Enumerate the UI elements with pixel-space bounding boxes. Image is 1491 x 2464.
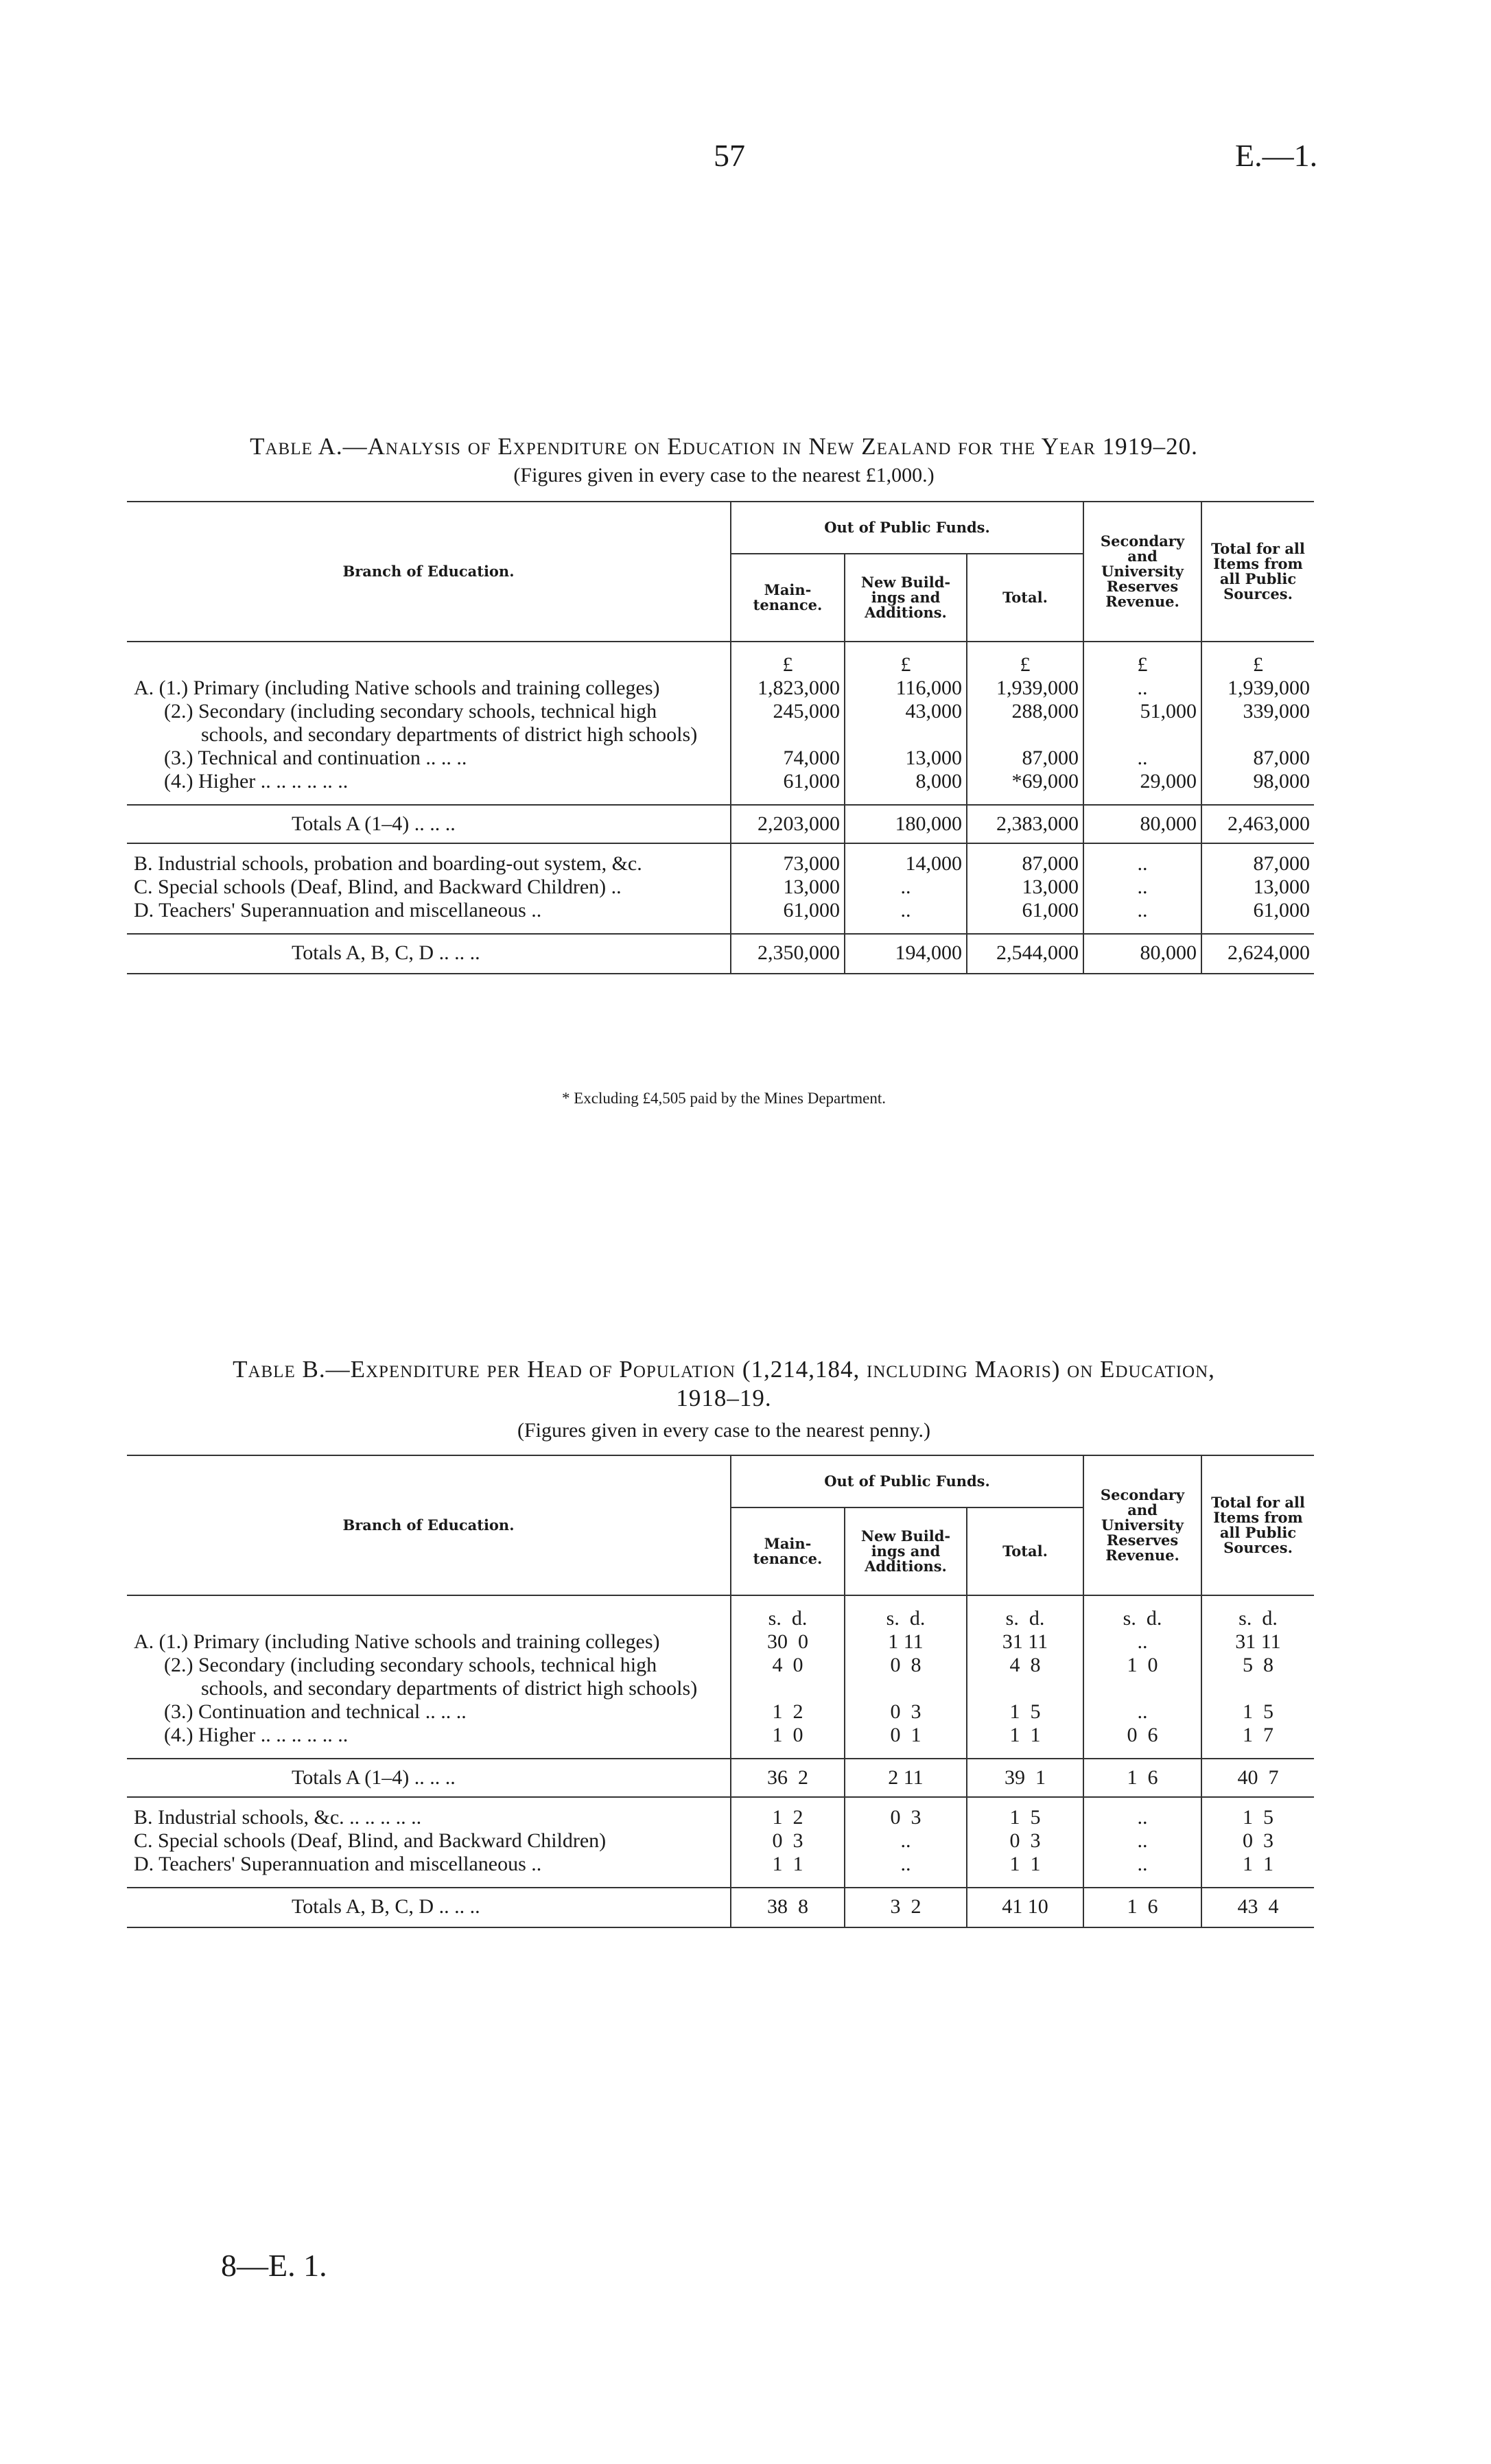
table-row: C. Special schools (Deaf, Blind, and Backward Children) .. 13,000 .. 13,000 .. 13,000 bbox=[127, 876, 1314, 899]
table-row: A. (1.) Primary (including Native schools and training colleges) 30 0 1 11 31 11 .. 31 11 bbox=[127, 1630, 1314, 1654]
table-row: B. Industrial schools, probation and boarding-out system, &c. 73,000 14,000 87,000 .. 87,000 bbox=[127, 843, 1314, 876]
table-row: (3.) Continuation and technical .. .. .. 1 2 0 3 1 5 .. 1 5 bbox=[127, 1700, 1314, 1724]
table-a bbox=[127, 501, 1314, 974]
document-reference: E.—1. bbox=[1235, 138, 1318, 173]
header-total: Total. bbox=[967, 1507, 1083, 1595]
header-branch: Branch of Education. bbox=[127, 1455, 731, 1595]
table-row: (3.) Technical and continuation .. .. .. 74,000 13,000 87,000 .. 87,000 bbox=[127, 747, 1314, 770]
table-row: D. Teachers' Superannuation and miscellaneous .. 61,000 .. 61,000 .. 61,000 bbox=[127, 899, 1314, 922]
header-secondary-reserves: Secondary and University Reserves Revenue. bbox=[1083, 502, 1201, 642]
header-branch: Branch of Education. bbox=[127, 502, 731, 642]
table-row: (4.) Higher .. .. .. .. .. .. 61,000 8,000 *69,000 29,000 98,000 bbox=[127, 770, 1314, 793]
grand-totals-row: Totals A, B, C, D .. .. .. 2,350,000 194,000 2,544,000 80,000 2,624,000 bbox=[127, 934, 1314, 974]
table-row: (4.) Higher .. .. .. .. .. .. 1 0 0 1 1 1 0 6 1 7 bbox=[127, 1724, 1314, 1747]
table-b bbox=[127, 1455, 1314, 1928]
header-total-all: Total for all Items from all Public Sources. bbox=[1201, 1455, 1314, 1595]
header-buildings: New Build-ings and Additions. bbox=[845, 1507, 967, 1595]
table-b-subtitle: (Figures given in every case to the nearest penny.) bbox=[517, 1419, 930, 1442]
table-b-title: Table B.—Expenditure per Head of Population (1,214,184, including Maoris) on Education, bbox=[233, 1356, 1215, 1383]
header-total: Total. bbox=[967, 554, 1083, 642]
table-row: A. (1.) Primary (including Native schools and training colleges) 1,823,000 116,000 1,939,000 .. 1,939,000 bbox=[127, 677, 1314, 700]
header-secondary-reserves: Secondary and University Reserves Revenue. bbox=[1083, 1455, 1201, 1595]
header-public-funds: Out of Public Funds. bbox=[731, 1455, 1083, 1507]
header-maintenance: Main-tenance. bbox=[731, 554, 845, 642]
table-row: D. Teachers' Superannuation and miscellaneous .. 1 1 .. 1 1 .. 1 1 bbox=[127, 1853, 1314, 1876]
table-row: (2.) Secondary (including secondary schools, technical high schools, and secondary departments of district high schools) 4 0 0 8 4 8 1 0 5 8 bbox=[127, 1654, 1314, 1700]
units-row: £ £ £ £ £ bbox=[127, 653, 1314, 677]
table-row: B. Industrial schools, &c. .. .. .. .. .. 1 2 0 3 1 5 .. 1 5 bbox=[127, 1797, 1314, 1829]
page-footer: 8—E. 1. bbox=[221, 2248, 327, 2283]
units-row: s. d. s. d. s. d. s. d. s. d. bbox=[127, 1607, 1314, 1630]
header-buildings: New Build-ings and Additions. bbox=[845, 554, 967, 642]
header-total-all: Total for all Items from all Public Sources. bbox=[1201, 502, 1314, 642]
grand-totals-row: Totals A, B, C, D .. .. .. 38 8 3 2 41 10 1 6 43 4 bbox=[127, 1888, 1314, 1927]
header-public-funds: Out of Public Funds. bbox=[731, 502, 1083, 554]
table-row: (2.) Secondary (including secondary schools, technical high schools, and secondary departments of district high schools) 245,000 43,000 288,000 51,000 339,000 bbox=[127, 700, 1314, 747]
table-row: C. Special schools (Deaf, Blind, and Backward Children) 0 3 .. 0 3 .. 0 3 bbox=[127, 1829, 1314, 1853]
page-number: 57 bbox=[714, 138, 745, 173]
header-maintenance: Main-tenance. bbox=[731, 1507, 845, 1595]
table-a-footnote: * Excluding £4,505 paid by the Mines Department. bbox=[561, 1090, 887, 1107]
table-a-subtitle: (Figures given in every case to the nearest £1,000.) bbox=[513, 464, 935, 486]
table-a-title: Table A.—Analysis of Expenditure on Education in New Zealand for the Year 1919–20. bbox=[250, 433, 1198, 460]
table-b-title-year: 1918–19. bbox=[676, 1385, 772, 1411]
totals-row: Totals A (1–4) .. .. .. 36 2 2 11 39 1 1 6 40 7 bbox=[127, 1759, 1314, 1797]
totals-row: Totals A (1–4) .. .. .. 2,203,000 180,000 2,383,000 80,000 2,463,000 bbox=[127, 805, 1314, 843]
